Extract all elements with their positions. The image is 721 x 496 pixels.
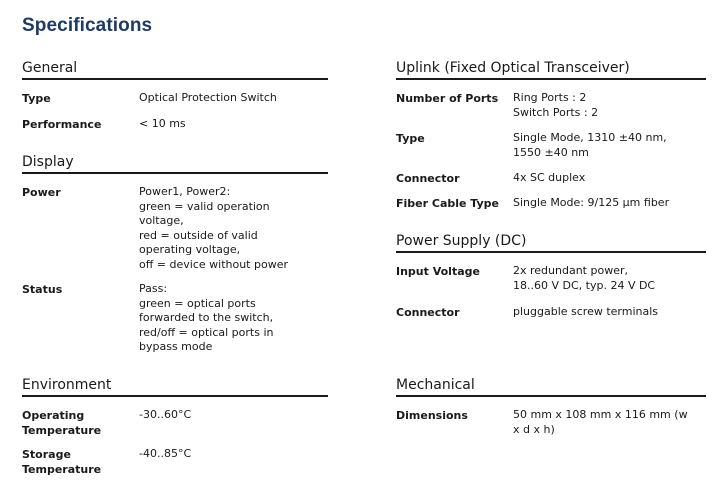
spec-label: Type [396, 132, 425, 145]
spec-value: 2x redundant power, 18..60 V DC, typ. 24 V DC [513, 264, 656, 292]
section-heading-mechanical: Mechanical [396, 377, 706, 397]
section-heading-display: Display [22, 154, 328, 174]
spec-value: 50 mm x 108 mm x 116 mm (w x d x h) [513, 408, 688, 436]
section-heading-general: General [22, 60, 328, 80]
section-heading-uplink: Uplink (Fixed Optical Transceiver) [396, 60, 706, 80]
spec-label: Type [22, 92, 51, 105]
spec-value: Single Mode, 1310 ±40 nm, 1550 ±40 nm [513, 131, 667, 159]
section-heading-power-supply: Power Supply (DC) [396, 233, 706, 253]
spec-label: Number of Ports [396, 92, 499, 105]
spec-value: Ring Ports : 2 Switch Ports : 2 [513, 91, 599, 119]
spec-label: Input Voltage [396, 265, 480, 278]
spec-label: Connector [396, 306, 460, 319]
spec-label: Fiber Cable Type [396, 197, 500, 210]
spec-value: Power1, Power2: green = valid operation voltage, red = outside of valid operating voltage, off = device without power [139, 185, 288, 271]
spec-value: -30..60°C [139, 408, 192, 421]
spec-label: Storage Temperature [22, 448, 102, 476]
spec-value: Optical Protection Switch [139, 91, 277, 104]
spec-label: Connector [396, 172, 460, 185]
spec-value: pluggable screw terminals [513, 305, 659, 318]
spec-label: Dimensions [396, 409, 468, 422]
spec-label: Performance [22, 118, 102, 131]
spec-value: -40..85°C [139, 447, 192, 460]
spec-value: < 10 ms [139, 117, 186, 130]
spec-label: Status [22, 283, 63, 296]
spec-label: Power [22, 186, 61, 199]
spec-value: Single Mode: 9/125 µm fiber [513, 196, 670, 209]
section-heading-environment: Environment [22, 377, 328, 397]
page-title: Specifications [22, 15, 153, 36]
spec-value: 4x SC duplex [513, 171, 586, 184]
spec-label: Operating Temperature [22, 409, 102, 437]
spec-value: Pass: green = optical ports forwarded to the switch, red/off = optical ports in bypass mode [139, 282, 274, 353]
